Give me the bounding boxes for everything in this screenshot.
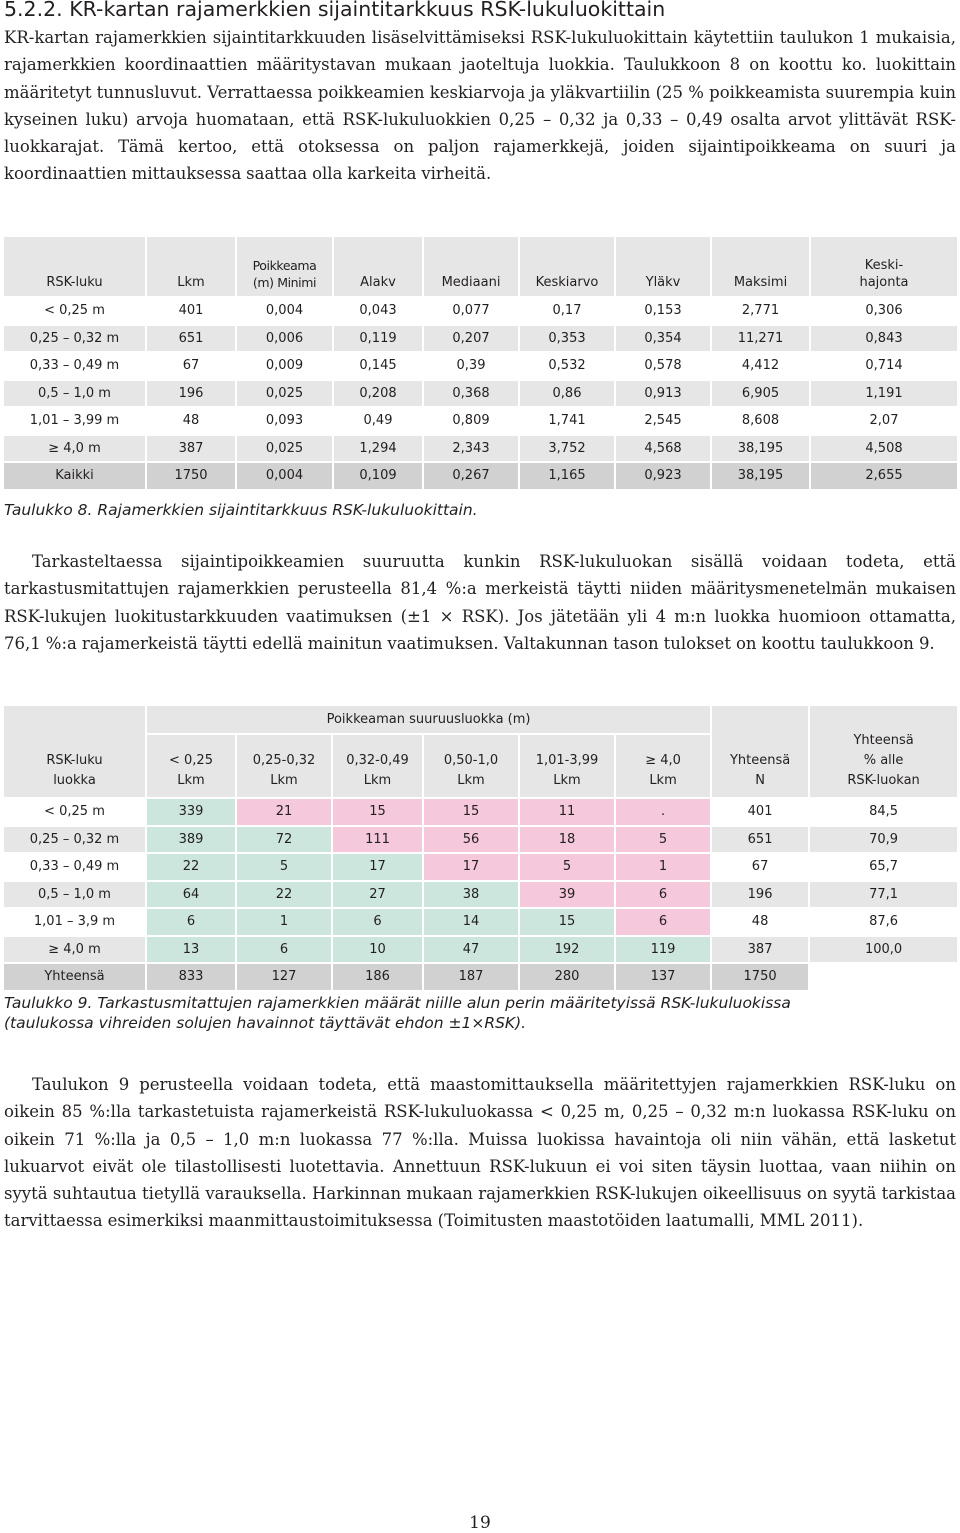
table-cell: 1,294: [333, 435, 423, 463]
table-cell: 6: [615, 881, 711, 909]
table-cell: 15: [332, 798, 423, 826]
table-cell: 1,741: [519, 407, 615, 435]
t9-header-pct-line1: Yhteensä: [853, 733, 914, 748]
t8-header-maksimi: Maksimi: [711, 237, 810, 297]
t9-header-pct-line2: % alle: [863, 753, 904, 768]
table-cell: 0,578: [615, 352, 711, 380]
table-cell: 6: [615, 908, 711, 936]
table-row: [4, 380, 958, 408]
table-cell: 0,153: [615, 297, 711, 325]
table-cell: 67: [146, 352, 236, 380]
table-cell: 0,207: [423, 325, 519, 353]
table-cell: 70,9: [809, 826, 958, 854]
table-cell: 0,913: [615, 380, 711, 408]
paragraph-intro-part1: KR-kartan rajamerkkien sijaintitarkkuuden lisäselvittämiseksi RSK-lukuluokittain käytettiin taulukon 1 mukaisia, rajamerkkien koordinaattien määritystavan mukaan jaoteltuja luokkia. Taulukkoon 8 on koottu ko. luokittain määritetyt tunnusluvut.: [4, 28, 956, 102]
table-cell: 192: [519, 936, 615, 964]
table-cell: 48: [711, 908, 809, 936]
table-cell: 0,39: [423, 352, 519, 380]
table-cell: 2,343: [423, 435, 519, 463]
table-9: [4, 706, 959, 992]
table-cell: 0,109: [333, 462, 423, 490]
t9-header-c4-line2: Lkm: [457, 773, 485, 788]
t9-header-rsk: [4, 706, 146, 798]
paragraph-analysis: Tarkasteltaessa sijaintipoikkeamien suuruutta kunkin RSK-lukuluokan sisällä voidaan todeta, että tarkastusmitattujen rajamerkkien perusteella 81,4 %:a merkeistä täytti niiden määritysmenetelmän mukaisen RSK-lukujen luokitustarkkuuden vaatimuksen (±1 × RSK). Jos jätetään yli 4 m:n luokka huomioon ottamatta, 76,1 %:a rajamerkeistä täytti edellä mainitun vaatimuksen. Valtakunnan tason tulokset on koottu taulukkoon 9.: [4, 552, 956, 653]
t9-header-c6-line2: Lkm: [649, 773, 677, 788]
table-cell: 339: [146, 798, 236, 826]
table-cell: ≥ 4,0 m: [4, 435, 146, 463]
table-cell: 1,01 – 3,99 m: [4, 407, 146, 435]
t8-header-rsk: RSK-luku: [4, 237, 146, 297]
t9-header-pct: [809, 706, 958, 798]
table-cell: 0,093: [236, 407, 333, 435]
table-cell: 111: [332, 826, 423, 854]
t8-header-alakv: Alakv: [333, 237, 423, 297]
table-cell: 0,077: [423, 297, 519, 325]
paragraph-intro: [4, 24, 956, 188]
table-cell: 389: [146, 826, 236, 854]
t9-header-rsk-line1: RSK-luku: [46, 753, 103, 768]
table-cell: 0,49: [333, 407, 423, 435]
table-cell: 1,01 – 3,9 m: [4, 908, 146, 936]
table-cell: 0,25 – 0,32 m: [4, 826, 146, 854]
table-cell: 196: [711, 881, 809, 909]
table-cell: 87,6: [809, 908, 958, 936]
t9-header-n: [711, 706, 809, 798]
table-cell: 84,5: [809, 798, 958, 826]
table-cell: 196: [146, 380, 236, 408]
t9-header-c1-line1: < 0,25: [169, 753, 213, 768]
table-cell: 67: [711, 853, 809, 881]
table-row: [4, 826, 958, 854]
table-cell: 18: [519, 826, 615, 854]
t8-header-keskihajonta: [810, 237, 958, 297]
table-cell: 0,923: [615, 462, 711, 490]
table-cell: 8,608: [711, 407, 810, 435]
table-cell: 22: [146, 853, 236, 881]
t8-header-keskihajonta-line2: hajonta: [859, 275, 909, 290]
table-cell: 48: [146, 407, 236, 435]
table-cell: 0,33 – 0,49 m: [4, 352, 146, 380]
table-cell: 0,5 – 1,0 m: [4, 881, 146, 909]
t9-header-c1-line2: Lkm: [177, 773, 205, 788]
table-cell: 47: [423, 936, 519, 964]
t9-header-c3-line2: Lkm: [363, 773, 392, 788]
t9-header-pct-line3: RSK-luokan: [847, 773, 920, 788]
table-cell: 1,191: [810, 380, 958, 408]
table-cell: 22: [236, 881, 332, 909]
table-cell: 21: [236, 798, 332, 826]
t9-header-rsk-line2: luokka: [53, 773, 96, 788]
table-cell: 186: [332, 963, 423, 991]
t8-header-minimi-line2: (m) Minimi: [252, 275, 317, 290]
table-cell: 1: [236, 908, 332, 936]
table-row: [4, 798, 958, 826]
table-cell: 187: [423, 963, 519, 991]
table-cell: 1750: [711, 963, 809, 991]
table-cell: 2,655: [810, 462, 958, 490]
table-row: [4, 908, 958, 936]
table-cell: 72: [236, 826, 332, 854]
table-cell: 0,267: [423, 462, 519, 490]
table-9-group-header-row: [4, 706, 958, 734]
table-cell: 65,7: [809, 853, 958, 881]
table-cell: 401: [146, 297, 236, 325]
table-cell: 27: [332, 881, 423, 909]
t8-header-minimi-line1: Poikkeama: [252, 258, 317, 273]
table-cell: 1750: [146, 462, 236, 490]
table-cell: 14: [423, 908, 519, 936]
table-cell: 651: [711, 826, 809, 854]
paragraph-intro-part2: Verrattaessa poikkeamien keskiarvoja ja yläkvartiilin (25 % poikkeamista suurempia kuin kyseinen luku) arvoja huomataan, että RSK-lukuluokkien 0,25 – 0,32 ja 0,33 – 0,49 osalta arvot ylittävät RSK-luokkarajat. Tämä kertoo, että otoksessa on paljon rajamerkkejä, joiden sijaintipoikkeama on suuri ja koordinaattien mittauksessa saattaa olla karkeita virheitä.: [4, 82, 957, 184]
table-cell: 387: [711, 936, 809, 964]
table-cell: 0,714: [810, 352, 958, 380]
table-cell: 1,165: [519, 462, 615, 490]
table-cell: 127: [236, 963, 332, 991]
table-row: [4, 407, 958, 435]
table-cell: Yhteensä: [4, 963, 146, 991]
t8-header-lkm: Lkm: [146, 237, 236, 297]
table-cell: .: [615, 798, 711, 826]
t9-header-n-line2: N: [755, 773, 765, 788]
table-cell: 0,119: [333, 325, 423, 353]
table-cell: Kaikki: [4, 462, 146, 490]
table-cell: 651: [146, 325, 236, 353]
table-cell: 77,1: [809, 881, 958, 909]
t9-header-n-line1: Yhteensä: [729, 753, 791, 768]
t9-header-c5-line1: 1,01-3,99: [535, 753, 599, 768]
table-cell: 0,86: [519, 380, 615, 408]
table-row: [4, 352, 958, 380]
table-cell: 56: [423, 826, 519, 854]
table-cell: 5: [519, 853, 615, 881]
table-cell: 0,25 – 0,32 m: [4, 325, 146, 353]
table-cell: < 0,25 m: [4, 798, 146, 826]
table-cell: 6,905: [711, 380, 810, 408]
table-cell: 4,508: [810, 435, 958, 463]
table-cell: 10: [332, 936, 423, 964]
table-cell: 0,532: [519, 352, 615, 380]
table-cell: 0,009: [236, 352, 333, 380]
t9-group-header: Poikkeaman suuruusluokka (m): [146, 706, 711, 734]
t8-header-keskihajonta-line1: Keski-: [864, 258, 904, 273]
t8-header-keskiarvo: Keskiarvo: [519, 237, 615, 297]
section-heading: 5.2.2. KR-kartan rajamerkkien sijaintitarkkuus RSK-lukuluokittain: [4, 0, 666, 21]
table-cell: 387: [146, 435, 236, 463]
table-row: [4, 435, 958, 463]
table-cell: 0,353: [519, 325, 615, 353]
table-cell: 15: [519, 908, 615, 936]
table-cell: < 0,25 m: [4, 297, 146, 325]
table-cell: 0,043: [333, 297, 423, 325]
table-cell: 0,809: [423, 407, 519, 435]
table-cell: 4,568: [615, 435, 711, 463]
table-cell: 0,208: [333, 380, 423, 408]
table-cell: 2,545: [615, 407, 711, 435]
table-cell: 38: [423, 881, 519, 909]
table-8: [4, 237, 959, 491]
table-cell: 39: [519, 881, 615, 909]
t9-header-c3-line1: 0,32-0,49: [346, 753, 409, 768]
paragraph-conclusion: Taulukon 9 perusteella voidaan todeta, että maastomittauksella määritettyjen rajamerkkien RSK-luku on oikein 85 %:lla tarkastetuista rajamerkeistä RSK-lukuluokassa < 0,25 m, 0,25 – 0,32 m:n luokassa RSK-luku on oikein 71 %:lla ja 0,5 – 1,0 m:n luokassa 77 %:lla. Muissa luokissa havaintoja oli niin vähän, että lasketut lukuarvot eivät ole tilastollisesti luotettavia. Annettuun RSK-lukuun ei voi siten täysin luottaa, vaan niihin on syytä suhtautua tietyllä varauksella. Harkinnan mukaan rajamerkkien RSK-lukujen oikeellisuus on syytä tarkistaa tarvittaessa esimerkiksi maanmittaustoimituksessa (Toimitusten maastotöiden laatumalli, MML 2011).: [4, 1075, 956, 1231]
table-cell: 38,195: [711, 435, 810, 463]
table-cell: 280: [519, 963, 615, 991]
table-cell: 0,004: [236, 297, 333, 325]
table-cell: 11: [519, 798, 615, 826]
table-cell: 2,771: [711, 297, 810, 325]
table-cell: 5: [615, 826, 711, 854]
table-cell: 0,17: [519, 297, 615, 325]
table-cell: 4,412: [711, 352, 810, 380]
table-row: [4, 853, 958, 881]
t9-header-c2-line2: Lkm: [270, 773, 298, 788]
t8-header-mediaani: Mediaani: [423, 237, 519, 297]
table-row: [4, 297, 958, 325]
table-cell: 137: [615, 963, 711, 991]
table-cell: 13: [146, 936, 236, 964]
t9-header-c2-line1: 0,25-0,32: [252, 753, 316, 768]
table-cell: 3,752: [519, 435, 615, 463]
table-row: [4, 881, 958, 909]
table-row: [4, 325, 958, 353]
table-cell: 0,843: [810, 325, 958, 353]
table-cell: 1: [615, 853, 711, 881]
table-cell: 6: [146, 908, 236, 936]
table-8-caption: Taulukko 8. Rajamerkkien sijaintitarkkuus RSK-lukuluokittain.: [4, 501, 478, 519]
table-cell: 0,5 – 1,0 m: [4, 380, 146, 408]
table-9-caption-line2: (taulukossa vihreiden solujen havainnot täyttävät ehdon ±1×RSK).: [4, 1014, 527, 1032]
t9-header-c4-line1: 0,50-1,0: [443, 753, 499, 768]
table-cell: 0,145: [333, 352, 423, 380]
table-cell: 6: [332, 908, 423, 936]
table-cell: 0,354: [615, 325, 711, 353]
t9-header-c5: [519, 734, 615, 798]
table-cell: 0,004: [236, 462, 333, 490]
table-cell: 64: [146, 881, 236, 909]
table-9-caption: [4, 993, 956, 1033]
table-cell: 15: [423, 798, 519, 826]
table-total-row: [4, 963, 958, 991]
table-cell: 0,33 – 0,49 m: [4, 853, 146, 881]
table-cell: 2,07: [810, 407, 958, 435]
table-cell: ≥ 4,0 m: [4, 936, 146, 964]
table-cell: 17: [423, 853, 519, 881]
t9-header-c4: [423, 734, 519, 798]
table-cell: 0,368: [423, 380, 519, 408]
t9-header-c3: [332, 734, 423, 798]
table-row: [4, 936, 958, 964]
t9-header-c2: [236, 734, 332, 798]
table-cell: 0,025: [236, 380, 333, 408]
table-cell: 6: [236, 936, 332, 964]
table-cell: 11,271: [711, 325, 810, 353]
t9-header-c1: [146, 734, 236, 798]
table-cell: 38,195: [711, 462, 810, 490]
page-number: 19: [469, 1513, 491, 1533]
table-9-caption-line1: Taulukko 9. Tarkastusmitattujen rajamerkkien määrät niille alun perin määritetyissä RSK-lukuluokissa: [4, 994, 791, 1012]
table-8-header-row: [4, 237, 958, 297]
table-cell: [809, 963, 958, 991]
table-total-row: [4, 462, 958, 490]
table-cell: 5: [236, 853, 332, 881]
table-cell: 0,006: [236, 325, 333, 353]
t9-header-c6-line1: ≥ 4,0: [645, 753, 681, 768]
t9-header-c5-line2: Lkm: [553, 773, 581, 788]
table-cell: 833: [146, 963, 236, 991]
t8-header-ylakv: Yläkv: [615, 237, 711, 297]
table-cell: 17: [332, 853, 423, 881]
table-cell: 100,0: [809, 936, 958, 964]
table-cell: 401: [711, 798, 809, 826]
table-cell: 0,025: [236, 435, 333, 463]
table-cell: 119: [615, 936, 711, 964]
t9-header-c6: [615, 734, 711, 798]
t8-header-minimi: [236, 237, 333, 297]
table-cell: 0,306: [810, 297, 958, 325]
